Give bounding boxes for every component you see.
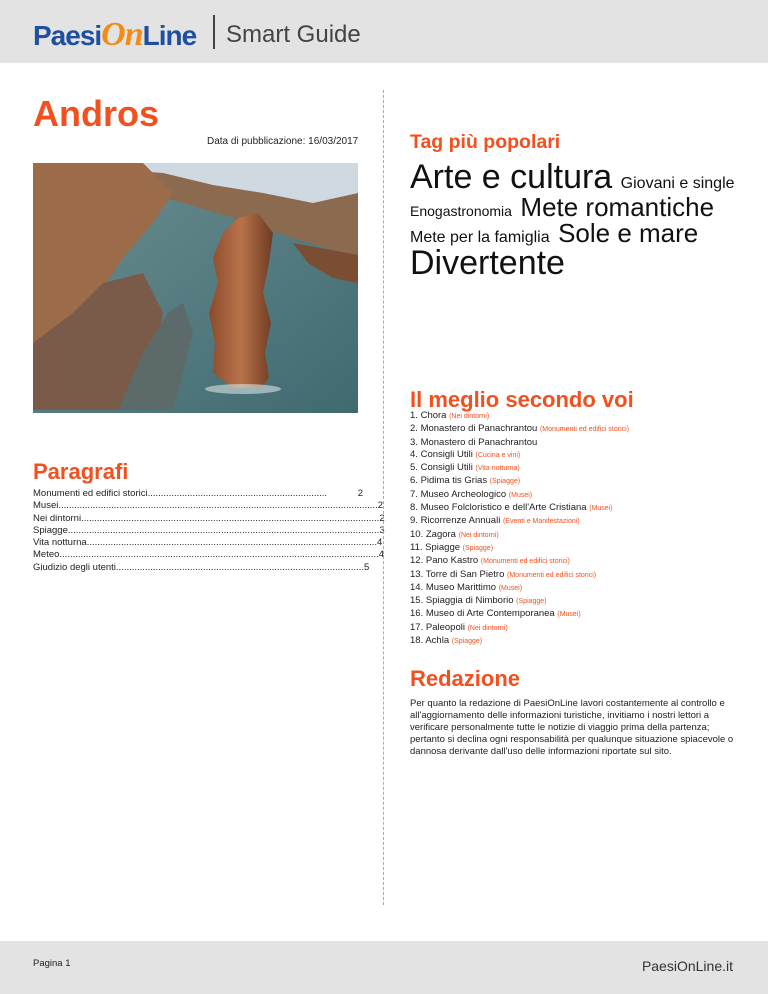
tags-heading: Tag più popolari: [410, 131, 561, 153]
toc-row[interactable]: [33, 561, 370, 574]
list-item-category: (Spiagge): [489, 478, 521, 486]
list-item[interactable]: [410, 462, 629, 475]
paragrafi-heading: Paragrafi: [33, 459, 129, 484]
list-item-category: (Nei dintorni): [458, 531, 499, 539]
list-item-number: 5.: [410, 462, 418, 474]
tag-link[interactable]: Divertente: [410, 244, 565, 282]
list-item-number: 8.: [410, 502, 418, 514]
list-item-number: 6.: [410, 475, 418, 487]
toc-page-number: 2: [379, 512, 385, 524]
list-item-category: (Musei): [498, 584, 523, 592]
list-item-category: (Eventi e Manifestazioni): [502, 518, 580, 526]
tag-cloud: [410, 160, 750, 280]
toc-label: Giudizio degli utenti..............................................................................................: [33, 561, 365, 573]
list-item-category: (Spiagge): [516, 598, 547, 606]
list-item-name: Zagora: [425, 528, 456, 540]
toc-page-number: 4: [377, 537, 383, 549]
list-item[interactable]: [410, 529, 629, 542]
list-item-category: (Musei): [557, 611, 581, 619]
list-item[interactable]: [410, 608, 629, 621]
list-item[interactable]: [410, 423, 629, 436]
list-item-name: Museo Folcloristico e dell'Arte Cristiana: [420, 502, 587, 514]
list-item-name: Torre di San Pietro: [425, 568, 505, 580]
andros-photo: [33, 163, 358, 410]
toc-label: Spiagge......................................................................................................................: [33, 524, 380, 536]
toc-page-number: 2: [357, 488, 363, 499]
publication-date: Data di pubblicazione: 16/03/2017: [207, 136, 359, 147]
list-item-number: 7.: [410, 488, 418, 500]
list-item-name: Museo Marittimo: [425, 581, 497, 593]
list-item-category: (Musei): [508, 491, 533, 499]
list-item-number: 2.: [410, 423, 418, 435]
list-item-name: Chora: [420, 410, 447, 421]
page-header: [0, 0, 768, 63]
page-footer: [0, 941, 768, 994]
list-item[interactable]: [410, 410, 629, 423]
best-of-heading: Il meglio secondo voi: [410, 387, 634, 412]
list-item-number: 13.: [410, 568, 424, 580]
list-item-number: 17.: [410, 621, 424, 633]
list-item-category: (Monumenti ed edifici storici): [480, 558, 570, 566]
list-item-category: (Monumenti ed edifici storici): [539, 426, 630, 434]
tag-link[interactable]: Giovani e single: [620, 175, 735, 192]
redazione-heading: Redazione: [410, 666, 521, 691]
list-item[interactable]: [410, 595, 629, 608]
list-item[interactable]: [410, 475, 629, 488]
list-item-number: 16.: [410, 608, 424, 620]
tag-link[interactable]: Mete romantiche: [520, 192, 715, 222]
list-item-name: Paleopoli: [425, 621, 465, 633]
toc-row[interactable]: [33, 512, 385, 525]
list-item-name: Spiagge: [425, 541, 461, 553]
list-item-category: (Spiagge): [462, 544, 494, 552]
toc-label: Vita notturna..............................................................................................................: [33, 537, 378, 549]
list-item[interactable]: [410, 449, 629, 462]
list-item-category: (Spiagge): [451, 638, 483, 646]
column-divider: [383, 90, 384, 905]
site-link[interactable]: PaesiOnLine.it: [641, 958, 733, 974]
toc-label: Nei dintorni.................................................................................................................: [33, 512, 380, 524]
list-item-category: (Musei): [589, 505, 613, 513]
list-item-number: 9.: [410, 515, 418, 527]
toc-label: Musei.........................................................................................................................: [33, 500, 378, 512]
toc-row[interactable]: [33, 537, 383, 549]
list-item[interactable]: [410, 437, 629, 449]
list-item-number: 18.: [410, 635, 424, 647]
table-of-contents: [33, 488, 385, 574]
list-item-number: 12.: [410, 555, 424, 567]
list-item[interactable]: [410, 555, 629, 568]
header-divider: [213, 15, 215, 49]
list-item-number: 15.: [410, 595, 424, 607]
list-item[interactable]: [410, 569, 629, 582]
toc-row[interactable]: [33, 488, 363, 500]
list-item-category: (Nei dintorni): [467, 624, 508, 632]
list-item-name: Spiaggia di Nimborio: [425, 595, 514, 607]
toc-row[interactable]: [33, 500, 384, 512]
list-item[interactable]: [410, 515, 629, 528]
tag-link[interactable]: Mete per la famiglia: [410, 229, 550, 246]
list-item[interactable]: [410, 489, 629, 502]
tag-link[interactable]: Arte e cultura: [410, 158, 613, 196]
list-item-name: Achla: [425, 635, 450, 647]
toc-row[interactable]: [33, 549, 385, 561]
list-item-number: 4.: [410, 448, 418, 460]
toc-page-number: 2: [377, 500, 384, 512]
list-item-number: 10.: [410, 528, 424, 540]
toc-page-number: 4: [378, 549, 385, 561]
list-item[interactable]: [410, 622, 629, 635]
list-item-category: (Cucina e vini): [475, 451, 521, 459]
paesionline-logo[interactable]: [33, 14, 195, 54]
list-item-number: 3.: [410, 436, 418, 448]
list-item-name: Pidima tis Grias: [420, 475, 488, 487]
list-item-number: 14.: [410, 581, 424, 593]
list-item-name: Ricorrenze Annuali: [420, 515, 501, 527]
list-item-name: Pano Kastro: [425, 555, 479, 567]
list-item-category: (Nei dintorni): [449, 413, 490, 420]
page-title: Andros: [33, 93, 159, 134]
best-of-list: [410, 410, 629, 648]
header-subtitle: Smart Guide: [226, 21, 361, 48]
toc-label: Meteo.........................................................................................................................: [33, 549, 379, 561]
list-item[interactable]: [410, 582, 629, 595]
page-number: Pagina 1: [33, 958, 71, 969]
list-item[interactable]: [410, 502, 629, 515]
toc-page-number: 5: [364, 561, 370, 573]
redazione-text: Per quanto la redazione di PaesiOnLine lavori costantemente al controllo e all'aggiornamento delle informazioni turistiche, invitiamo i nostri lettori a verificare personalmente tutte le notizie di viaggio prima della partenza; pertanto si declina ogni responsabilità per qualunque situazione spiacevole o dannosa derivante dall'uso delle informazioni riportate sul sito.: [410, 698, 734, 757]
tag-link[interactable]: Enogastronomia: [410, 203, 512, 219]
list-item-name: Consigli Utili: [420, 462, 473, 474]
list-item-number: 11.: [410, 541, 423, 553]
list-item[interactable]: [410, 542, 629, 555]
list-item-name: Museo Archeologico: [420, 488, 507, 500]
list-item-name: Monastero di Panachrantou: [420, 436, 538, 448]
list-item-number: 1.: [410, 410, 418, 421]
toc-label: Monumenti ed edifici storici....................................................................: [33, 488, 328, 499]
toc-page-number: 3: [379, 524, 385, 536]
list-item-name: Consigli Utili: [420, 448, 473, 460]
list-item-name: Monastero di Panachrantou: [420, 423, 538, 435]
list-item[interactable]: [410, 635, 629, 648]
list-item-name: Museo di Arte Contemporanea: [425, 608, 555, 620]
list-item-category: (Vita notturna): [475, 465, 520, 473]
toc-row[interactable]: [33, 524, 385, 537]
tag-link[interactable]: Sole e mare: [558, 218, 699, 248]
list-item-category: (Monumenti ed edifici storici): [507, 571, 597, 579]
logo-wordmark: PaesiOnLine: [33, 16, 197, 53]
